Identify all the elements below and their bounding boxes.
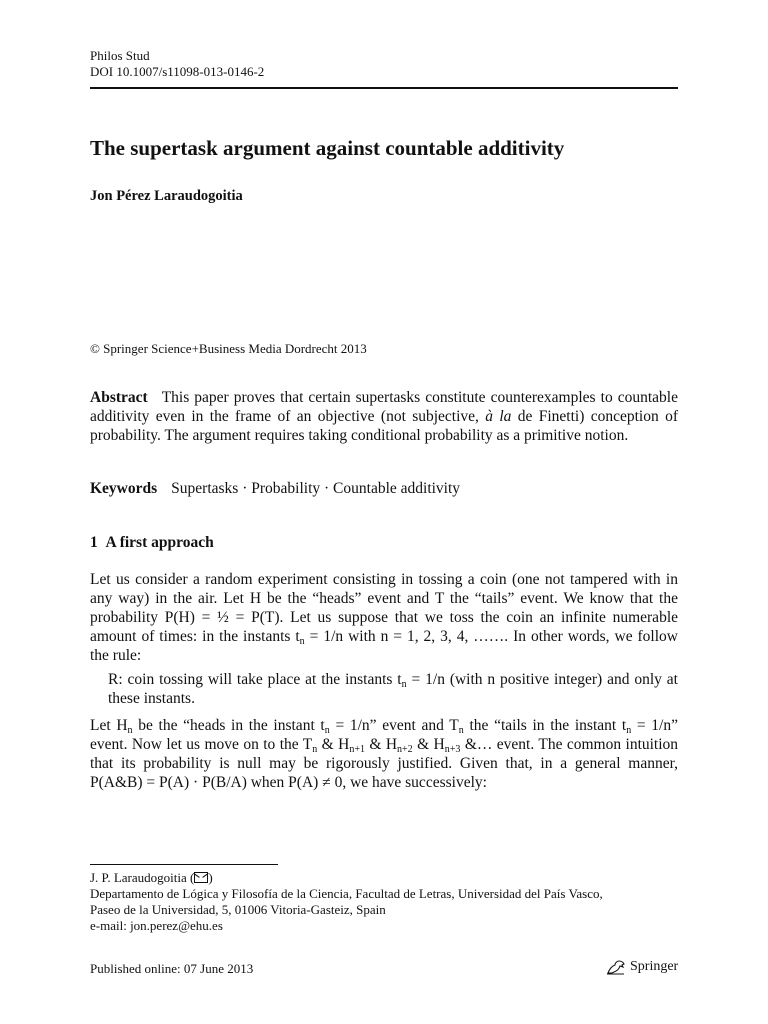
publisher-name: Springer bbox=[630, 959, 679, 974]
journal-header bbox=[90, 48, 264, 80]
rule-statement bbox=[108, 670, 678, 708]
keywords-list: Supertasks · Probability · Countable additivity bbox=[171, 480, 461, 497]
subscript: n bbox=[626, 725, 632, 736]
copyright: © Springer Science+Business Media Dordrecht 2013 bbox=[90, 341, 367, 356]
subscript: n+3 bbox=[444, 744, 461, 755]
paper-title: The supertask argument against countable additivity bbox=[90, 136, 565, 160]
springer-horse-icon bbox=[606, 959, 626, 975]
text: = 1/n with n = 1, 2, 3, 4, ……. In other words, we follow the rule: bbox=[90, 628, 678, 664]
footnote-author bbox=[90, 870, 603, 886]
section-heading bbox=[90, 534, 214, 552]
footnote-address-1: Departamento de Lógica y Filosofía de la Ciencia, Facultad de Letras, Universidad del País Vasco, bbox=[90, 886, 603, 901]
footnote-email: e-mail: jon.perez@ehu.es bbox=[90, 918, 223, 933]
abstract-text-end: de Finetti) conception of probability. The argument requires taking conditional probability as a primitive notion. bbox=[90, 408, 678, 444]
paragraph-2 bbox=[90, 716, 678, 792]
text: & H bbox=[317, 736, 350, 753]
abstract-label: Abstract bbox=[90, 389, 148, 406]
header-rule bbox=[90, 87, 678, 89]
doi: DOI 10.1007/s11098-013-0146-2 bbox=[90, 64, 265, 79]
abstract-text: This paper proves that certain supertasks constitute counterexamples to countable additivity even in the frame of an objective (not subjective, bbox=[90, 389, 678, 425]
section-title: A first approach bbox=[105, 534, 214, 551]
footnote-name-close: ) bbox=[208, 870, 213, 885]
text: be the “heads in the instant t bbox=[132, 717, 325, 734]
text: Let H bbox=[90, 717, 128, 734]
keywords bbox=[90, 480, 678, 498]
text: &… event. The common intuition that its probability is null may be rigorously justified. Given that, in a general manner, P(A&B) = P(A) · P(B/A) when P(A) ≠ 0, we have successively: bbox=[90, 736, 679, 791]
abstract bbox=[90, 388, 678, 445]
subscript: n+2 bbox=[397, 744, 413, 755]
footnote-address-2: Paseo de la Universidad, 5, 01006 Vitoria-Gasteiz, Spain bbox=[90, 902, 386, 917]
subscript: n+1 bbox=[349, 744, 365, 755]
published-date: Published online: 07 June 2013 bbox=[90, 961, 254, 976]
subscript: n bbox=[312, 744, 318, 755]
keywords-label: Keywords bbox=[90, 480, 158, 497]
footnote bbox=[90, 870, 603, 934]
subscript: n bbox=[458, 725, 464, 736]
text: R: coin tossing will take place at the instants t bbox=[108, 671, 402, 688]
abstract-emphasis: à la bbox=[485, 408, 512, 425]
paragraph-1 bbox=[90, 570, 678, 665]
text: the “tails in the instant t bbox=[463, 717, 627, 734]
subscript: n bbox=[401, 679, 407, 690]
section-number: 1 bbox=[90, 534, 98, 551]
publisher-logo bbox=[606, 959, 678, 975]
envelope-icon bbox=[194, 872, 208, 883]
subscript: n bbox=[324, 725, 330, 736]
subscript: n bbox=[299, 636, 305, 647]
text: Let us consider a random experiment consisting in tossing a coin (one not tampered with in any way) in the air. Let H be the “heads” event and T the “tails” event. We know that the probability P(H) = ½ = P(T). Let us suppose that we toss the coin an infinite numerable amount of times: in the instants t bbox=[90, 571, 678, 645]
subscript: n bbox=[127, 725, 133, 736]
journal-name: Philos Stud bbox=[90, 48, 150, 63]
author-name: Jon Pérez Laraudogoitia bbox=[90, 188, 243, 204]
text: & H bbox=[364, 736, 398, 753]
text: = 1/n (with n positive integer) and only at these instants. bbox=[108, 671, 678, 707]
footnote-name: J. P. Laraudogoitia ( bbox=[90, 870, 195, 885]
text: = 1/n” event and T bbox=[329, 717, 459, 734]
text: = 1/n” event. Now let us move on to the T bbox=[90, 717, 678, 753]
footnote-rule bbox=[90, 864, 278, 865]
text: & H bbox=[412, 736, 445, 753]
